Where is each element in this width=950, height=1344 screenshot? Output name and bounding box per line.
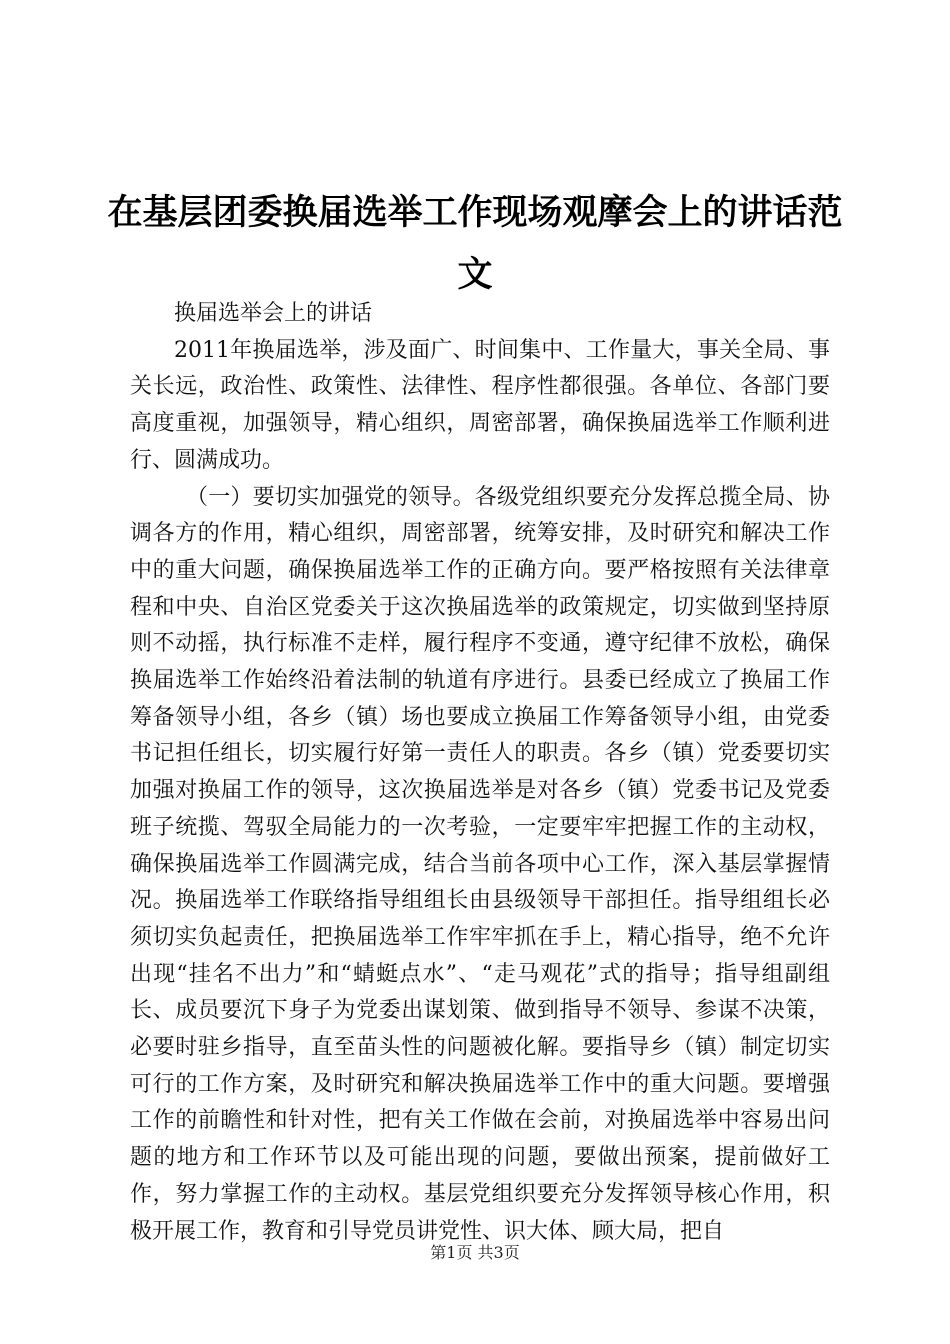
body-paragraph: 2011年换届选举，涉及面广、时间集中、工作量大，事关全局、事关长远，政治性、政策性、法律性、程序性都很强。各单位、各部门要高度重视，加强领导，精心组织，周密部署，确保换届选举工作顺利进行、圆满成功。 xyxy=(130,337,830,473)
page-indicator: 第1页 共3页 xyxy=(430,1243,520,1262)
document-body xyxy=(130,296,830,1250)
body-paragraph: （一）要切实加强党的领导。各级党组织要充分发挥总揽全局、协调各方的作用，精心组织，周密部署，统筹安排，及时研究和解决工作中的重大问题，确保换届选举工作的正确方向。要严格按照有关法律章程和中央、自治区党委关于这次换届选举的政策规定，切实做到坚持原则不动摇，执行标准不走样，履行程序不变通，遵守纪律不放松，确保换届选举工作始终沿着法制的轨道有序进行。县委已经成立了换届工作筹备领导小组，各乡（镇）场也要成立换届工作筹备领导小组，由党委书记担任组长，切实履行好第一责任人的职责。各乡（镇）党委要切实加强对换届工作的领导，这次换届选举是对各乡（镇）党委书记及党委班子统揽、驾驭全局能力的一次考验，一定要牢牢把握工作的主动权，确保换届选举工作圆满完成，结合当前各项中心工作，深入基层掌握情况。换届选举工作联络指导组组长由县级领导干部担任。指导组组长必须切实负起责任，把换届选举工作牢牢抓在手上，精心指导，绝不允许出现“挂名不出力”和“蜻蜓点水”、“走马观花”式的指导；指导组副组长、成员要沉下身子为党委出谋划策、做到指导不领导、参谋不决策，必要时驻乡指导，直至苗头性的问题被化解。要指导乡（镇）制定切实可行的工作方案，及时研究和解决换届选举工作中的重大问题。要增强工作的前瞻性和针对性，把有关工作做在会前，对换届选举中容易出问题的地方和工作环节以及可能出现的问题，要做出预案，提前做好工作，努力掌握工作的主动权。基层党组织要充分发挥领导核心作用，积极开展工作，教育和引导党员讲党性、识大体、顾大局，把自 xyxy=(130,484,830,1244)
section-heading: 换届选举会上的讲话 xyxy=(174,301,373,326)
document-title: 在基层团委换届选举工作现场观摩会上的讲话范文 xyxy=(107,192,843,295)
